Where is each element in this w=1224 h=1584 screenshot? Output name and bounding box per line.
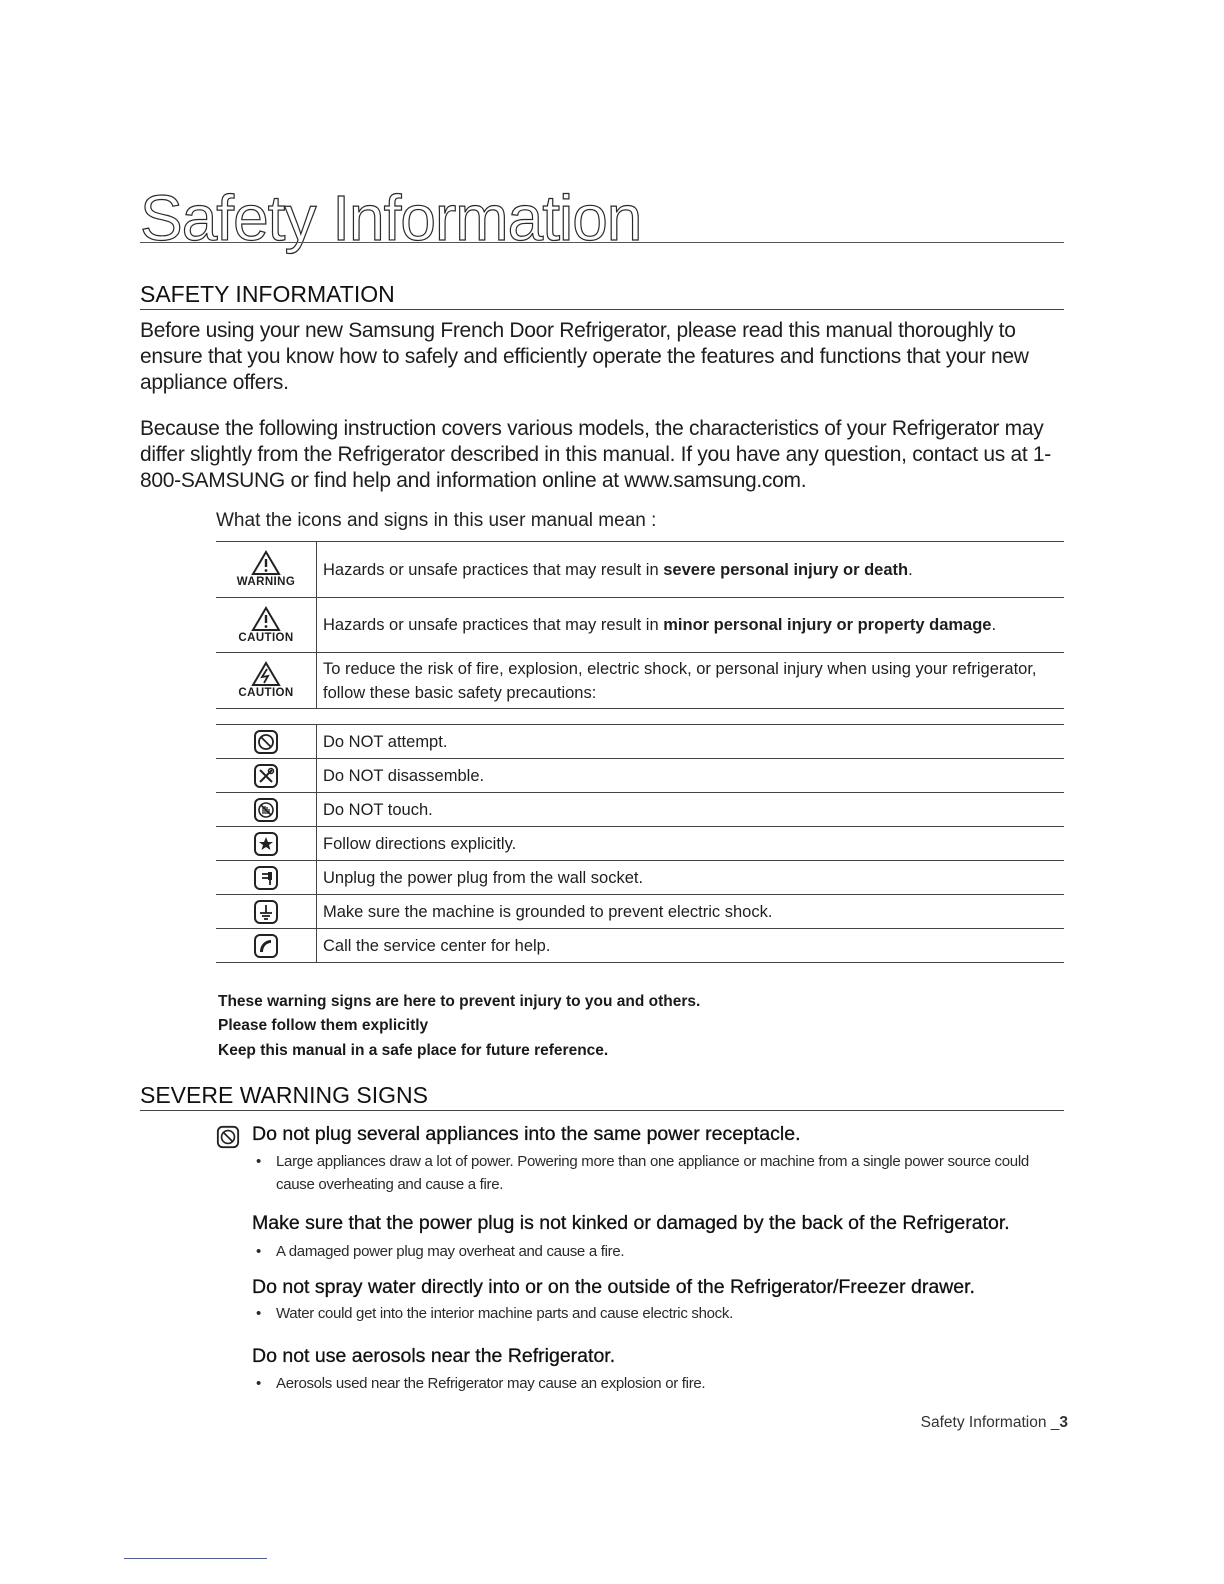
symbol-row [216, 725, 1064, 759]
symbol-text: Do NOT attempt. [323, 732, 448, 751]
symbol-row [216, 827, 1064, 861]
bullet-icon: • [256, 1153, 261, 1170]
sign-row [216, 598, 1064, 653]
symbols-table [216, 724, 1064, 963]
do-not-touch-icon [253, 797, 279, 823]
sign-text [317, 598, 1065, 653]
warning-item-title: Do not use aerosols near the Refrigerator. [252, 1345, 616, 1367]
bullet-text: Aerosols used near the Refrigerator may cause an explosion or fire. [276, 1375, 706, 1392]
electric-caution-icon [251, 661, 281, 687]
symbol-text: Make sure the machine is grounded to prevent electric shock. [323, 902, 773, 921]
do-not-attempt-icon [216, 1125, 240, 1149]
bullet-text: Water could get into the interior machine parts and cause electric shock. [276, 1305, 733, 1322]
page-number: 3 [1059, 1414, 1068, 1431]
sign-text-bold: severe personal injury or death [663, 560, 909, 579]
symbol-text: Call the service center for help. [323, 936, 551, 955]
intro-paragraph: Before using your new Samsung French Door Refrigerator, please read this manual thoroughly to ensure that you know how to safely and efficiently operate the features and functions that your new appliance offers. [140, 319, 1029, 394]
service-call-icon [253, 933, 279, 959]
sign-row [216, 542, 1064, 598]
sign-text-end: . [908, 560, 913, 579]
bullet-text: Large appliances draw a lot of power. Powering more than one appliance or machine from a single power source could cause overheating and cause a fire. [276, 1153, 1029, 1193]
warning-item-title: Do not spray water directly into or on the outside of the Refrigerator/Freezer drawer. [252, 1276, 975, 1298]
note-line: These warning signs are here to prevent injury to you and others. [218, 993, 701, 1010]
warning-item-title: Make sure that the power plug is not kinked or damaged by the back of the Refrigerator. [252, 1212, 1010, 1234]
unplug-icon [253, 865, 279, 891]
caution-label: CAUTION [238, 687, 294, 699]
ground-icon [253, 899, 279, 925]
warning-item-title: Do not plug several appliances into the same power receptacle. [252, 1123, 801, 1145]
section-heading-severe-warning-signs: SEVERE WARNING SIGNS [140, 1084, 1064, 1111]
bullet-icon: • [256, 1305, 261, 1322]
symbol-text: Unplug the power plug from the wall socket. [323, 868, 644, 887]
symbol-row [216, 759, 1064, 793]
sign-text [317, 542, 1065, 598]
sign-icon-cell [216, 653, 317, 709]
symbol-row [216, 861, 1064, 895]
sign-row [216, 653, 1064, 709]
page-title: Safety Information [140, 182, 642, 254]
symbol-text: Follow directions explicitly. [323, 834, 517, 853]
section-heading-safety-information: SAFETY INFORMATION [140, 283, 1064, 310]
symbol-text: Do NOT disassemble. [323, 766, 485, 785]
bullet-icon: • [256, 1375, 261, 1392]
sign-text-end: . [991, 616, 997, 634]
footer-label: Safety Information _ [920, 1414, 1060, 1431]
sign-icon-cell [216, 598, 317, 653]
bullet-text: A damaged power plug may overheat and cause a fire. [276, 1243, 625, 1260]
symbol-text: Do NOT touch. [323, 800, 433, 819]
warning-item-bullet [256, 1150, 1066, 1196]
warning-triangle-icon [251, 550, 281, 576]
bullet-icon: • [256, 1243, 261, 1260]
note-line: Please follow them explicitly [218, 1017, 429, 1034]
warning-item-bullet [256, 1240, 1066, 1263]
do-not-attempt-icon [253, 729, 279, 755]
warning-item-bullet [256, 1372, 1066, 1395]
symbol-row [216, 895, 1064, 929]
sign-icon-cell [216, 542, 317, 598]
signs-table [216, 541, 1064, 709]
symbol-row [216, 929, 1064, 963]
symbol-row [216, 793, 1064, 827]
icons-intro: What the icons and signs in this user manual mean : [216, 510, 657, 531]
note-line: Keep this manual in a safe place for future reference. [218, 1042, 609, 1059]
do-not-disassemble-icon [253, 763, 279, 789]
warning-item-bullet [256, 1302, 1066, 1325]
sign-text [317, 653, 1065, 709]
caution-triangle-icon [251, 606, 281, 632]
warning-label: WARNING [236, 576, 296, 588]
sign-text-plain: To reduce the risk of fire, explosion, electric shock, or personal injury when using your refrigerator, follow these basic safety precautions: [323, 659, 1037, 702]
follow-directions-icon [253, 831, 279, 857]
sign-text-plain: Hazards or unsafe practices that may result in [323, 560, 664, 579]
caution-label: CAUTION [238, 631, 294, 644]
sign-text-bold: minor personal injury or property damage [663, 616, 992, 634]
bottom-rule [124, 1558, 267, 1559]
page-footer [921, 1414, 1068, 1432]
sign-text-plain: Hazards or unsafe practices that may result in [323, 616, 664, 634]
title-rule [140, 242, 1064, 243]
models-paragraph: Because the following instruction covers various models, the characteristics of your Refrigerator may differ slightly from the Refrigerator described in this manual. If you have any question, contact us at 1-800-SAMSUNG or find help and information online at www.samsung.com. [140, 417, 1051, 492]
